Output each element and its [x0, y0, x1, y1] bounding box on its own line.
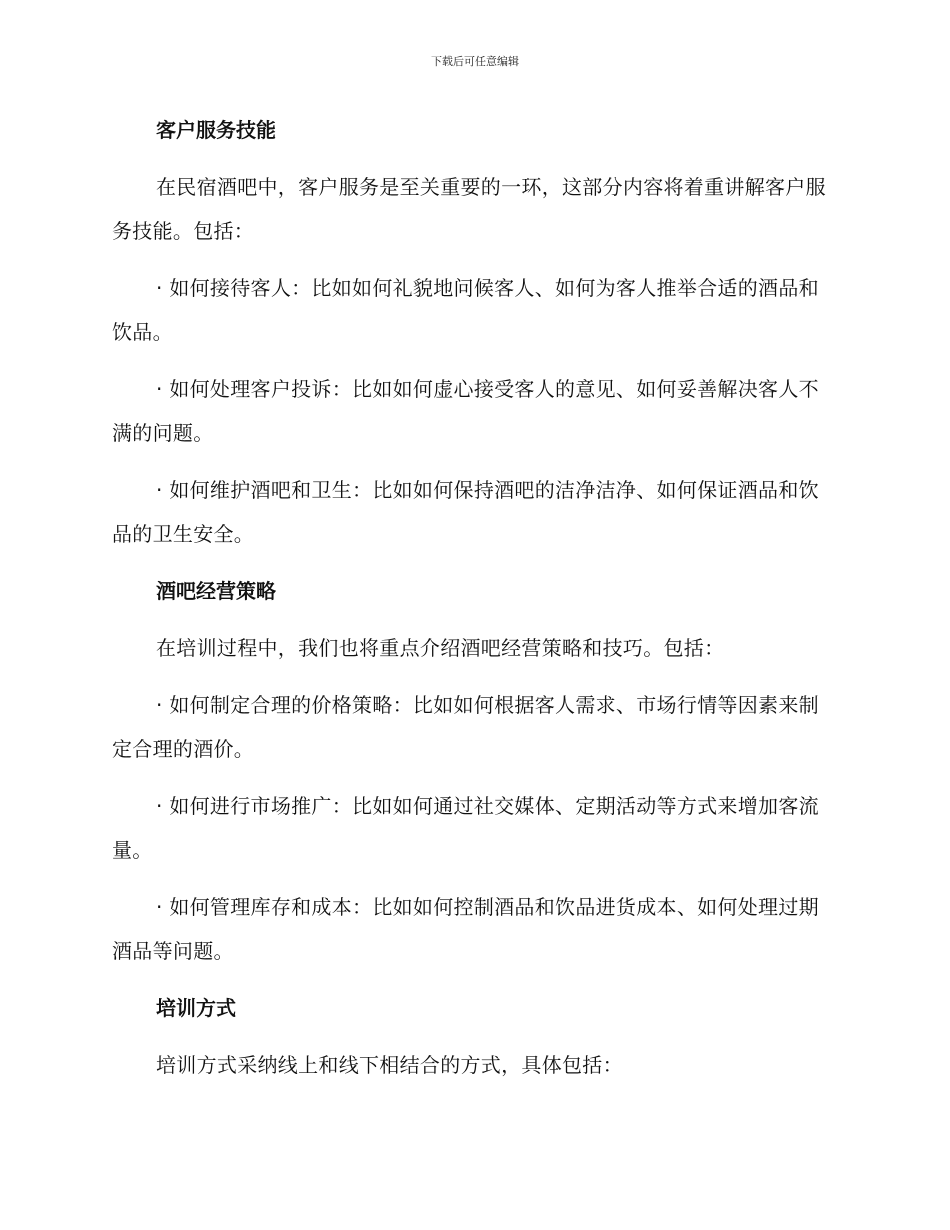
section-training-method: [112, 986, 832, 1087]
paragraph: 培训方式采纳线上和线下相结合的方式，具体包括：: [156, 1053, 623, 1077]
bullet-item: · 如何制定合理的价格策略：比如如何根据客人需求、市场行情等因素来制定合理的酒价。: [112, 693, 819, 761]
document-body: [112, 108, 832, 1100]
section-heading: 客户服务技能: [156, 118, 276, 142]
bullet-item: · 如何处理客户投诉：比如如何虚心接受客人的意见、如何妥善解决客人不满的问题。: [112, 377, 819, 445]
section-heading: 培训方式: [156, 996, 236, 1020]
section-heading: 酒吧经营策略: [156, 579, 276, 603]
bullet-item: · 如何维护酒吧和卫生：比如如何保持酒吧的洁净洁净、如何保证酒品和饮品的卫生安全。: [112, 478, 819, 546]
bullet-item: · 如何管理库存和成本：比如如何控制酒品和饮品进货成本、如何处理过期酒品等问题。: [112, 895, 819, 963]
bullet-item: · 如何接待客人：比如如何礼貌地问候客人、如何为客人推举合适的酒品和饮品。: [112, 276, 819, 344]
header-note: 下载后可任意编辑: [431, 55, 519, 68]
paragraph: 在培训过程中，我们也将重点介绍酒吧经营策略和技巧。包括：: [156, 636, 725, 660]
section-customer-service: [112, 108, 832, 556]
paragraph: 在民宿酒吧中，客户服务是至关重要的一环，这部分内容将着重讲解客户服务技能。包括：: [112, 175, 826, 243]
section-bar-strategy: [112, 569, 832, 973]
bullet-item: · 如何进行市场推广：比如如何通过社交媒体、定期活动等方式来增加客流量。: [112, 794, 819, 862]
